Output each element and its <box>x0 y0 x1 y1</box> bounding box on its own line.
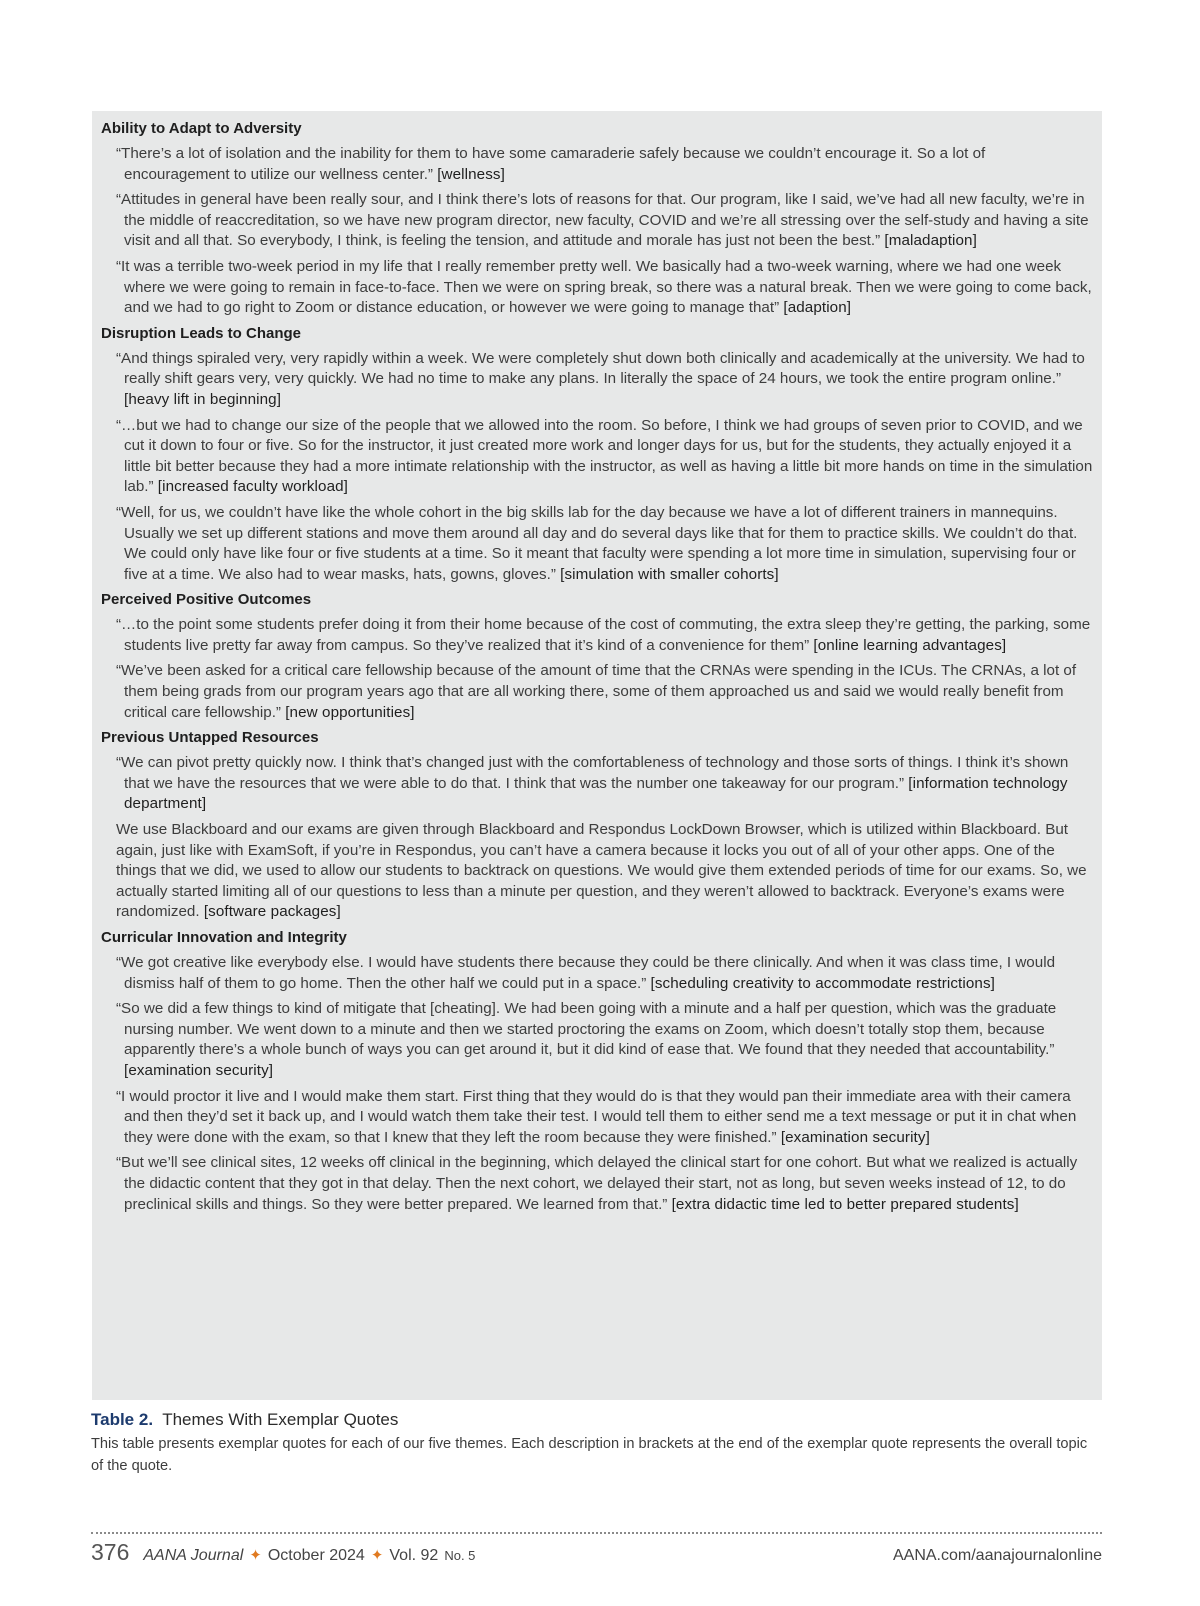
quote-topic-tag: [new opportunities] <box>285 703 415 721</box>
quote-text: “There’s a lot of isolation and the inability for them to have some camaraderie safely because we couldn’t encourage it. So a lot of encouragement to utilize our wellness center.” <box>116 145 986 183</box>
quote-topic-tag: [adaption] <box>783 299 852 317</box>
quote-topic-tag: [examination security] <box>124 1061 274 1079</box>
page-footer <box>91 1539 1102 1569</box>
quote-topic-tag: [examination security] <box>780 1128 930 1146</box>
separator-icon: ✦ <box>370 1547 384 1564</box>
theme-heading: Curricular Innovation and Integrity <box>101 929 347 946</box>
quote-text: “Attitudes in general have been really sour, and I think there’s lots of reasons for that. Our program, like I said, we’ve had all new faculty, we’re in the middle of reaccreditation, so we have new program director, new faculty, COVID and we’re all stressing over the self-study and having a site visit and all that. So everybody, I think, is feeling the tension, and attitude and morale has just not been the best.” <box>116 191 1089 250</box>
theme-heading: Perceived Positive Outcomes <box>101 591 312 609</box>
themes-table <box>92 111 1102 1400</box>
issue-number: No. 5 <box>444 1548 476 1563</box>
quote-text: “…but we had to change our size of the people that we allowed into the room. So before, I think we had groups of seven prior to COVID, and we cut it down to four or five. So for the instructor, it just created more work and longer days for us, but for the students, they actually enjoyed it a little bit better because they had a more intimate relationship with the instructor, as well as having a little bit more hands on time in the simulation lab.” <box>116 416 1093 496</box>
separator-icon: ✦ <box>249 1547 262 1564</box>
exemplar-quote <box>116 190 1094 252</box>
quote-topic-tag: [online learning advantages] <box>813 636 1007 654</box>
quote-topic-tag: [extra didactic time led to better prepared students] <box>671 1195 1019 1213</box>
quote-text: “So we did a few things to kind of mitigate that [cheating]. We had been going with a minute and a half per question, which was the graduate nursing number. We went down to a minute and then we started proctoring the exams on Zoom, which doesn’t totally stop them, because apparently there’s a whole bunch of ways you can get around it, but it did kind of ease that. We found that they needed that accountability.” <box>116 1000 1057 1059</box>
table-caption <box>91 1409 1101 1477</box>
journal-website: AANA.com/aanajournalonline <box>892 1547 1102 1564</box>
footer-divider <box>91 1532 1102 1534</box>
exemplar-quote <box>116 144 1094 185</box>
exemplar-quote <box>116 999 1094 1081</box>
exemplar-quote <box>116 615 1094 656</box>
quote-text: “I would proctor it live and I would make them start. First thing that they would do is that they would pan their immediate area with their camera and then they’d set it back up, and I would watch them take their test. I would tell them to either send me a text message or put it in chat when they were done with the exam, so that I knew that they left the room because they were finished.” <box>116 1087 1077 1146</box>
journal-name: AANA Journal <box>143 1547 244 1564</box>
quote-topic-tag: [wellness] <box>437 165 505 183</box>
theme-heading: Previous Untapped Resources <box>101 729 319 747</box>
exemplar-quote <box>116 503 1094 585</box>
volume: Vol. 92 <box>389 1547 439 1564</box>
exemplar-quote <box>116 661 1094 723</box>
quote-topic-tag: [heavy lift in beginning] <box>124 390 282 408</box>
exemplar-quote <box>116 953 1094 994</box>
quote-topic-tag: [information technology department] <box>124 774 1068 813</box>
theme-heading: Ability to Adapt to Adversity <box>101 120 302 137</box>
exemplar-quote <box>116 753 1094 815</box>
quote-text: We use Blackboard and our exams are given through Blackboard and Respondus LockDown Browser, which is utilized within Blackboard. But again, just like with ExamSoft, if you’re in Respondus, you can’t have a camera because it locks you out of all of your other apps. One of the things that we did, we used to allow our students to backtrack on questions. We would give them extended periods of time for our exams. So, we actually started limiting all of our questions to less than a minute per question, and they weren’t allowed to backtrack. Everyone’s exams were randomized. <box>116 821 1087 921</box>
caption-description: This table presents exemplar quotes for each of our five themes. Each description in brackets at the end of the exemplar quote represents the overall topic of the quote. <box>91 1436 1088 1474</box>
quote-text: “Well, for us, we couldn’t have like the whole cohort in the big skills lab for the day because we have a lot of different trainers in mannequins. Usually we set up different stations and move them around all day and do several days like that for them to practice skills. We couldn’t do that. We could only have like four or five students at a time. So it meant that faculty were spending a lot more time in simulation, supervising four or five at a time. We also had to wear masks, hats, gowns, gloves.” <box>116 503 1078 583</box>
quote-text: “…to the point some students prefer doing it from their home because of the cost of commuting, the extra sleep they’re getting, the parking, some students live pretty far away from campus. So they’ve realized that it’s kind of a convenience for them” <box>116 616 1091 654</box>
quote-text: “It was a terrible two-week period in my life that I really remember pretty well. We basically had a two-week warning, where we had one week where we were going to remain in face-to-face. Then we were on spring break, so there was a natural break. Then we were going to come back, and we had to go right to Zoom or distance education, or however we were going to manage that” <box>116 257 1092 317</box>
quote-topic-tag: [increased faculty workload] <box>157 478 348 496</box>
issue-date: October 2024 <box>267 1547 365 1564</box>
themes-container <box>101 119 1094 1215</box>
exemplar-quote <box>116 416 1094 498</box>
exemplar-quote <box>116 820 1094 923</box>
quote-topic-tag: [scheduling creativity to accommodate restrictions] <box>650 974 995 992</box>
quote-topic-tag: [simulation with smaller cohorts] <box>560 565 779 583</box>
quote-topic-tag: [software packages] <box>203 903 341 921</box>
caption-label: Table 2. <box>91 1410 154 1429</box>
exemplar-quote <box>116 257 1094 319</box>
theme-heading: Disruption Leads to Change <box>101 324 302 342</box>
exemplar-quote <box>116 1153 1094 1215</box>
quote-topic-tag: [maladaption] <box>884 232 977 250</box>
quote-text: “And things spiraled very, very rapidly within a week. We were completely shut down both clinically and academically at the university. We had to really shift gears very, very quickly. We had no time to make any plans. In literally the space of 24 hours, we took the entire program online.” <box>116 349 1085 388</box>
quote-text: “We got creative like everybody else. I would have students there because they could be there clinically. And when it was class time, I would dismiss half of them to go home. Then the other half we could put in a space.” <box>116 954 1056 992</box>
quote-text: “But we’ll see clinical sites, 12 weeks off clinical in the beginning, which delayed the clinical start for one cohort. But what we realized is actually the didactic content that they got in that delay. Then the next cohort, we delayed their start, not as long, but seven weeks instead of 12, to do preclinical skills and things. So they were better prepared. We learned from that.” <box>116 1154 1078 1213</box>
caption-title-line <box>91 1409 1101 1431</box>
quote-text: “We’ve been asked for a critical care fellowship because of the amount of time that the CRNAs were spending in the ICUs. The CRNAs, a lot of them being grads from our program years ago that are all working there, some of them approached us and said we would really benefit from critical care fellowship.” <box>116 662 1077 721</box>
caption-title: Themes With Exemplar Quotes <box>162 1410 399 1429</box>
exemplar-quote <box>116 1087 1094 1149</box>
quote-text: “We can pivot pretty quickly now. I think that’s changed just with the comfortableness of technology and those sorts of things. I think it’s shown that we have the resources that we were able to do that. I think that was the number one takeaway for our program.” <box>116 754 1069 792</box>
page-number: 376 <box>91 1539 130 1565</box>
exemplar-quote <box>116 349 1094 411</box>
